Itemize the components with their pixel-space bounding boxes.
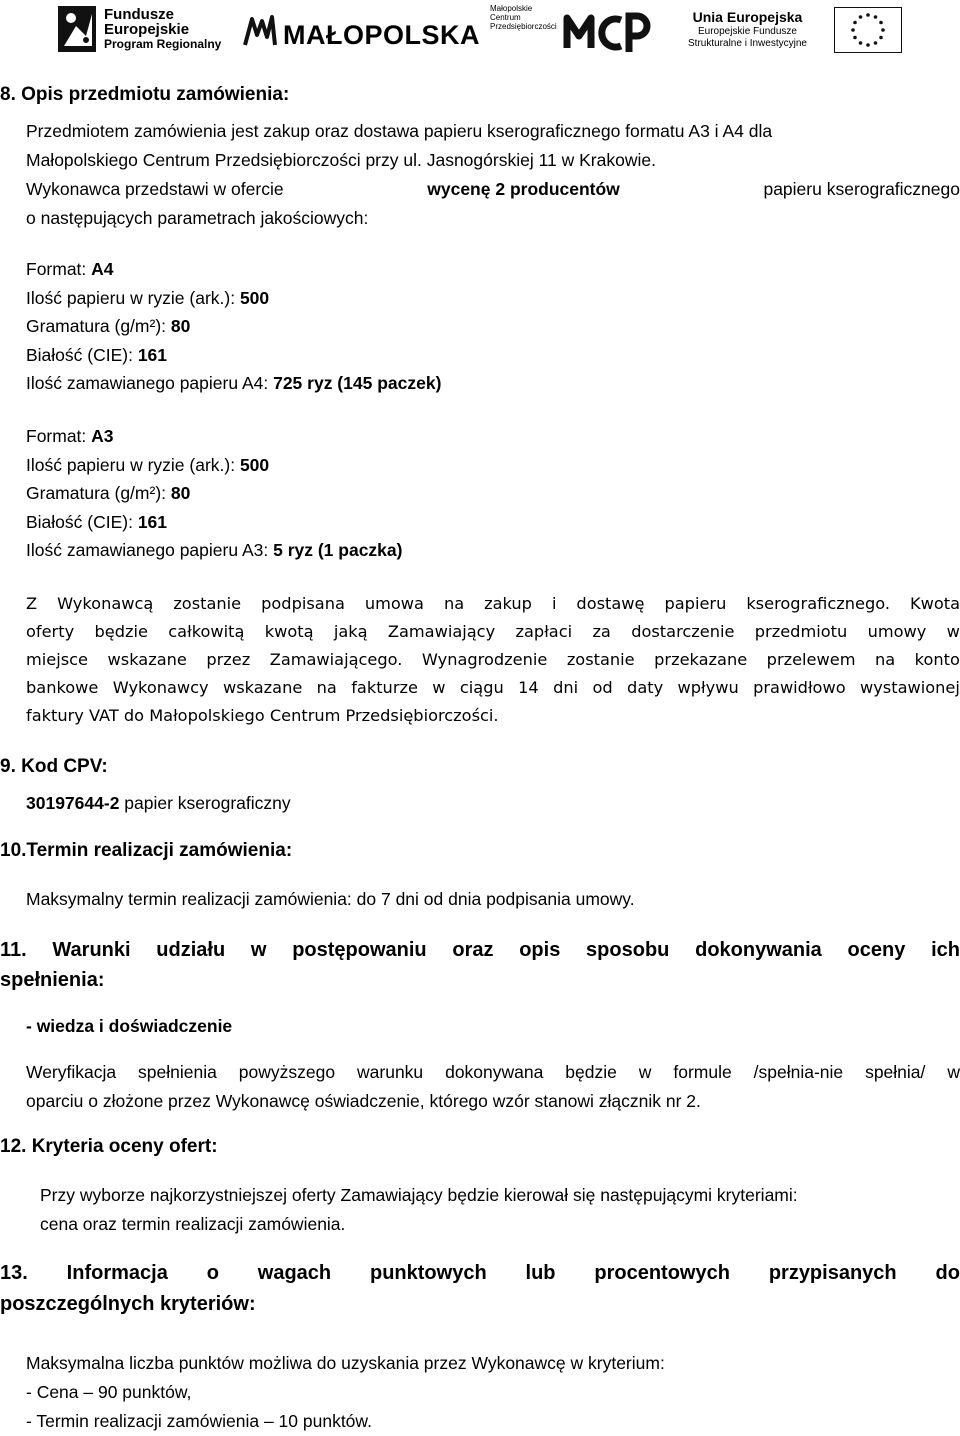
logo-text-line: Przedsiębiorczości (490, 22, 557, 31)
word: dostawę (576, 594, 645, 613)
section-9-heading: 9. Kod CPV: (0, 756, 108, 777)
text-line: Małopolskiego Centrum Przedsiębiorczości przy ul. Jasnogórskiej 11 w Krakowie. (26, 150, 656, 170)
word: całkowitą (168, 622, 245, 641)
section-11-subheading: - wiedza i doświadczenie (26, 1016, 233, 1036)
word: dokonywana (445, 1062, 544, 1082)
param-value: A3 (91, 426, 114, 446)
word: przez (206, 650, 251, 669)
eu-star-icon (859, 41, 863, 45)
param-value: 161 (137, 344, 168, 365)
word: Warunki (52, 939, 131, 961)
word: od (592, 678, 613, 697)
word: 13. (0, 1262, 28, 1284)
word: dostarczenie (631, 622, 735, 641)
param-value: A4 (91, 259, 114, 279)
section-12-text (40, 1181, 960, 1239)
word: będzie (94, 622, 148, 641)
word: w (947, 1062, 960, 1082)
eu-star-icon (853, 36, 857, 40)
word: konto (914, 650, 960, 669)
word: Wykonawcy (112, 678, 209, 697)
eu-star-icon (879, 21, 883, 25)
param-value: 500 (239, 287, 270, 308)
word: kserograficznego. (746, 594, 890, 613)
param-label: Białość (CIE): (26, 511, 138, 532)
word: jaką (333, 622, 368, 641)
text-line: Przedmiotem zamówienia jest zakup oraz dostawa papieru kserograficznego formatu A3 i A4 dla (26, 121, 773, 141)
word: Informacja (66, 1262, 168, 1284)
logo-text-line: Program Regionalny (104, 37, 222, 51)
ue-wordmark (688, 8, 807, 50)
text-line (26, 618, 960, 646)
cpv-code-line (26, 789, 960, 818)
word: zostanie (173, 594, 242, 613)
word: zakup (484, 594, 532, 613)
param-label: Gramatura (g/m²): (26, 483, 171, 503)
section-8-heading: 8. Opis przedmiotu zamówienia: (0, 84, 290, 105)
eu-star-icon (874, 41, 878, 45)
word: na (316, 678, 337, 697)
text-line: Maksymalna liczba punktów możliwa do uzyskania przez Wykonawcę w kryterium: (26, 1353, 665, 1373)
word: miejsce (26, 650, 89, 669)
logo-text-line: Strukturalne i Inwestycyjne (688, 38, 807, 49)
mcp-wordmark (490, 4, 557, 31)
word: Wykonawcą (57, 594, 154, 613)
param-value: 161 (137, 511, 168, 532)
word: podpisana (261, 594, 345, 613)
param-label: Format: (26, 259, 92, 279)
logo-text-line: Unia Europejska (692, 9, 803, 25)
cpv-description: papier kserograficzny (119, 793, 291, 813)
word: 11. (0, 939, 27, 961)
list-item: - Cena – 90 punktów, (26, 1382, 192, 1402)
word: przekazane (654, 650, 748, 669)
word: prawidłowo (753, 678, 846, 697)
logo-text-line: Europejskie Fundusze (698, 26, 797, 37)
eu-star-icon (851, 28, 855, 32)
word: na (443, 594, 465, 613)
word: lub (525, 1262, 556, 1284)
section-8-intro (26, 117, 960, 233)
param-line (26, 255, 960, 284)
a4-parameters (26, 255, 960, 398)
word: w (432, 678, 446, 697)
word: Weryfikacja (26, 1062, 117, 1082)
word: dni (553, 678, 579, 697)
word: warunku (357, 1062, 424, 1082)
param-line (26, 536, 960, 565)
fundusze-europejskie-logo-icon (58, 6, 96, 52)
param-line (26, 508, 960, 537)
word: ciągu (459, 678, 504, 697)
word: /spełnia-nie (753, 1062, 844, 1082)
text-line: oparciu o złożone przez Wykonawcę oświadczenie, którego wzór stanowi złącznik nr 2. (26, 1091, 701, 1111)
param-label: Białość (CIE): (26, 344, 138, 365)
param-line (26, 451, 960, 480)
word: o (206, 1262, 219, 1284)
section-10-text: Maksymalny termin realizacji zamówienia: do 7 dni od dnia podpisania umowy. (26, 889, 635, 909)
word: za (592, 622, 611, 641)
word: Kwota (909, 594, 960, 613)
text-fragment: papieru kserograficznego (763, 179, 960, 199)
eu-star-icon (881, 28, 885, 32)
word: daty (627, 678, 664, 697)
word: punktowych (369, 1262, 487, 1284)
word: przypisanych (768, 1262, 897, 1284)
word: Z (26, 594, 38, 613)
word: zostanie (566, 650, 635, 669)
param-line (26, 422, 960, 451)
section-13-text (26, 1349, 960, 1436)
param-label: Format: (26, 426, 92, 446)
section-13-heading (0, 1258, 960, 1320)
param-value: 725 ryz (145 paczek) (273, 373, 442, 393)
word: fakturze (351, 678, 418, 697)
param-label: Ilość zamawianego papieru A4: (26, 373, 274, 393)
contract-paragraph (26, 590, 960, 730)
word: spełnienia (138, 1062, 217, 1082)
param-line (26, 479, 960, 508)
word: udziału (156, 939, 226, 961)
text-fragment: Wykonawca przedstawi w ofercie (26, 179, 284, 199)
heading-line: spełnienia: (0, 969, 105, 991)
word: w (946, 622, 960, 641)
eu-star-icon (879, 36, 883, 40)
param-label: Gramatura (g/m²): (26, 316, 171, 336)
word: Zamawiający (387, 622, 496, 641)
word: Wynagrodzenie (421, 650, 548, 669)
word: dokonywania (695, 939, 822, 961)
logo-text-line: Centrum (490, 13, 521, 22)
text-line (26, 1058, 960, 1087)
text-line: o następujących parametrach jakościowych: (26, 208, 369, 228)
section-12-heading: 12. Kryteria oceny ofert: (0, 1136, 218, 1157)
text-line: cena oraz termin realizacji zamówienia. (40, 1214, 346, 1234)
word: umowa (364, 594, 424, 613)
text-line (26, 674, 960, 702)
word: w (250, 939, 267, 961)
cpv-code: 30197644-2 (26, 793, 120, 813)
word: procentowych (594, 1262, 730, 1284)
word: Zamawiającego. (269, 650, 403, 669)
word: umowy (867, 622, 927, 641)
logo-text-line: Fundusze (104, 6, 174, 23)
word: przelewem (766, 650, 856, 669)
word: wskazane (222, 678, 303, 697)
word: wskazane (107, 650, 187, 669)
section-11-heading (0, 935, 960, 995)
word: oraz (452, 939, 494, 961)
text-fragment-bold: wycenę 2 producentów (427, 179, 620, 199)
param-label: Ilość papieru w ryzie (ark.): (26, 454, 240, 475)
malopolska-wordmark: MAŁOPOLSKA (283, 20, 480, 50)
word: sposobu (586, 939, 670, 961)
word: 14 (518, 678, 539, 697)
word: oceny (847, 939, 906, 961)
text-line (26, 646, 960, 674)
eu-star-icon (866, 13, 870, 17)
word: będzie (565, 1062, 617, 1082)
word: zapłaci (515, 622, 573, 641)
text-line (26, 175, 960, 204)
word: ich (931, 939, 960, 961)
param-line (26, 369, 960, 398)
param-line (26, 341, 960, 370)
logo-text-line: Małopolskie (490, 4, 533, 13)
logo-text-line: Europejskie (104, 21, 190, 38)
section-10-heading: 10.Termin realizacji zamówienia: (0, 840, 293, 861)
word: oferty (26, 622, 75, 641)
heading-line (0, 1258, 960, 1289)
word: papieru (664, 594, 727, 613)
word: wagach (257, 1262, 332, 1284)
eu-star-icon (853, 21, 857, 25)
fundusze-europejskie-wordmark (104, 7, 221, 52)
list-item: - Termin realizacji zamówienia – 10 punktów. (26, 1411, 372, 1431)
word: powyższego (238, 1062, 336, 1082)
param-value: 80 (170, 316, 191, 336)
param-line (26, 284, 960, 313)
word: formule (673, 1062, 732, 1082)
param-value: 500 (239, 454, 270, 475)
word: bankowe (26, 678, 99, 697)
word: przedmiotu (754, 622, 848, 641)
word: postępowaniu (292, 939, 427, 961)
word: wpływu (677, 678, 739, 697)
a3-parameters (26, 422, 960, 565)
section-11-text (26, 1058, 960, 1116)
mcp-logo-icon (563, 8, 653, 54)
word: na (874, 650, 896, 669)
param-label: Ilość zamawianego papieru A3: (26, 540, 274, 560)
malopolska-logo-icon (243, 15, 277, 47)
text-line (26, 590, 960, 618)
param-label: Ilość papieru w ryzie (ark.): (26, 287, 240, 308)
eu-star-icon (859, 15, 863, 19)
word: do (935, 1262, 960, 1284)
logo-bar (0, 0, 960, 62)
param-value: 80 (170, 483, 191, 503)
heading-line (0, 935, 960, 965)
param-value: 5 ryz (1 paczka) (273, 540, 403, 560)
word: wystawionej (859, 678, 960, 697)
word: spełnia/ (865, 1062, 926, 1082)
word: kwotą (264, 622, 314, 641)
heading-line: poszczególnych kryteriów: (0, 1293, 256, 1315)
word: w (638, 1062, 652, 1082)
text-line: Przy wyborze najkorzystniejszej oferty Zamawiający będzie kierował się następującymi kryteriami: (40, 1185, 798, 1205)
word: i (551, 594, 557, 613)
eu-star-icon (874, 15, 878, 19)
text-line: faktury VAT do Małopolskiego Centrum Przedsiębiorczości. (26, 706, 499, 725)
param-line (26, 312, 960, 341)
word: opis (519, 939, 561, 961)
eu-star-icon (866, 43, 870, 47)
eu-flag-icon (834, 7, 902, 53)
